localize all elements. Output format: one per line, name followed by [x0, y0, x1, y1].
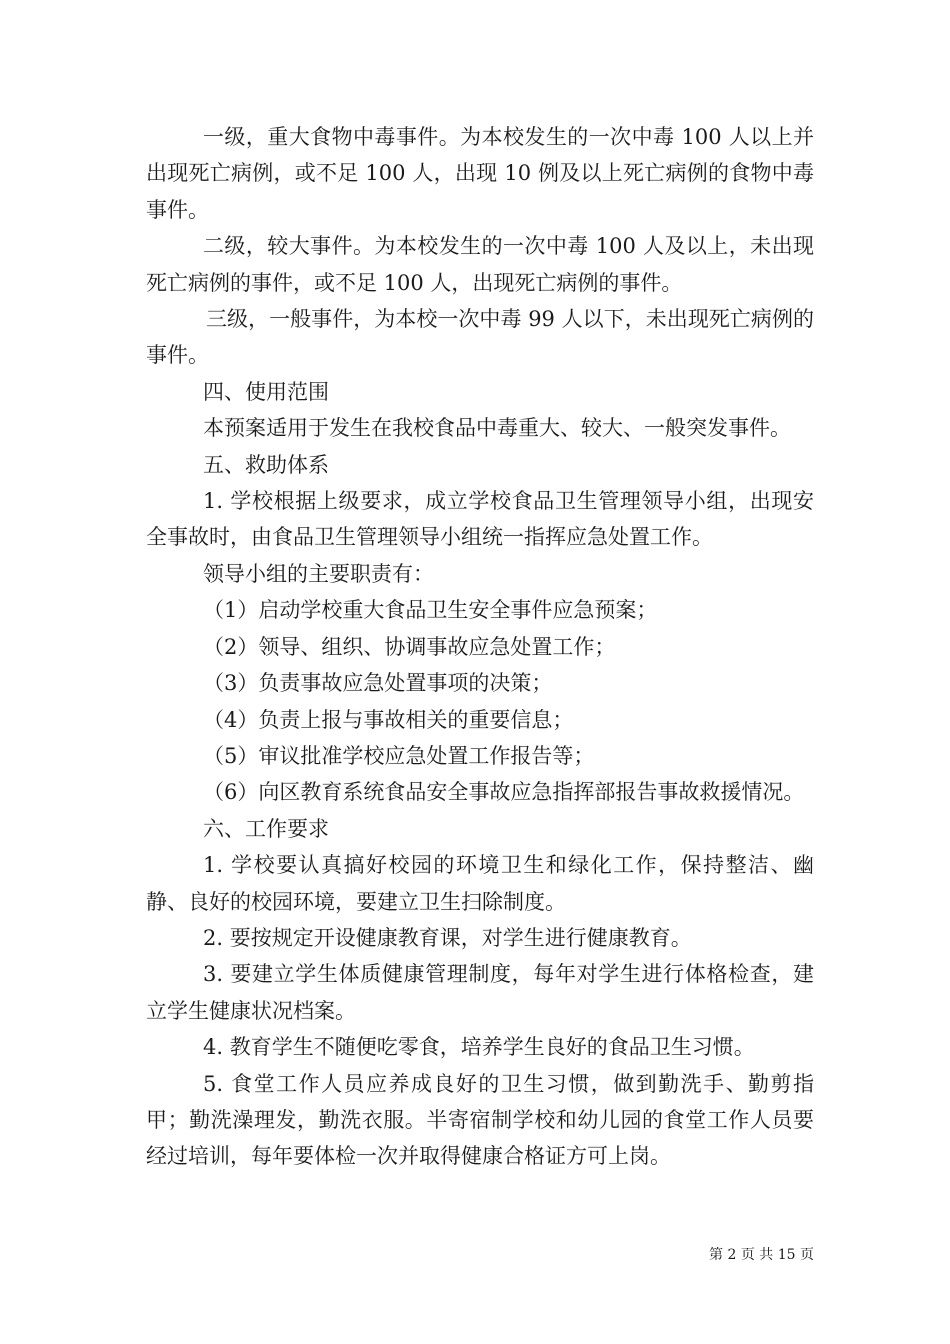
requirement-item-1: 1. 学校要认真搞好校园的环境卫生和绿化工作，保持整洁、幽静、良好的校园环境，要建立卫生扫除制度。: [146, 853, 814, 914]
paragraph-duties-intro: 领导小组的主要职责有：: [203, 561, 434, 586]
duty-item-4: （4）负责上报与事故相关的重要信息；: [203, 707, 574, 732]
duty-item-3: （3）负责事故应急处置事项的决策；: [203, 671, 553, 696]
document-body: [146, 119, 814, 1175]
requirement-item-3: 3. 要建立学生体质健康管理制度，每年对学生进行体格检查，建立学生健康状况档案。: [146, 962, 814, 1023]
paragraph-level-three: 三级，一般事件，为本校一次中毒 99 人以下，未出现死亡病例的事件。: [146, 307, 814, 368]
paragraph-level-two: 二级，较大事件。为本校发生的一次中毒 100 人及以上，未出现死亡病例的事件，或不足 100 人，出现死亡病例的事件。: [146, 234, 814, 295]
heading-work-requirements: 六、工作要求: [203, 816, 329, 841]
requirement-item-2: 2. 要按规定开设健康教育课，对学生进行健康教育。: [203, 925, 692, 950]
paragraph-scope: 本预案适用于发生在我校食品中毒重大、较大、一般突发事件。: [203, 416, 791, 441]
heading-scope: 四、使用范围: [203, 379, 329, 404]
duty-item-6: （6）向区教育系统食品安全事故应急指挥部报告事故救援情况。: [203, 780, 805, 805]
heading-rescue-system: 五、救助体系: [203, 452, 329, 477]
paragraph-level-one: 一级，重大食物中毒事件。为本校发生的一次中毒 100 人以上并出现死亡病例，或不足 100 人，出现 10 例及以上死亡病例的食物中毒事件。: [146, 125, 814, 222]
page-number-footer: 第 2 页 共 15 页: [709, 1247, 814, 1263]
paragraph-rescue-1: 1. 学校根据上级要求，成立学校食品卫生管理领导小组，出现安全事故时，由食品卫生管理领导小组统一指挥应急处置工作。: [146, 489, 814, 550]
duty-item-1: （1）启动学校重大食品卫生安全事件应急预案；: [203, 598, 658, 623]
requirement-item-5: 5. 食堂工作人员应养成良好的卫生习惯，做到勤洗手、勤剪指甲；勤洗澡理发，勤洗衣服。半寄宿制学校和幼儿园的食堂工作人员要经过培训，每年要体检一次并取得健康合格证方可上岗。: [146, 1071, 814, 1169]
duty-item-5: （5）审议批准学校应急处置工作报告等；: [203, 743, 595, 768]
requirement-item-4: 4. 教育学生不随便吃零食，培养学生良好的食品卫生习惯。: [203, 1035, 755, 1060]
duty-item-2: （2）领导、组织、协调事故应急处置工作；: [203, 634, 616, 659]
